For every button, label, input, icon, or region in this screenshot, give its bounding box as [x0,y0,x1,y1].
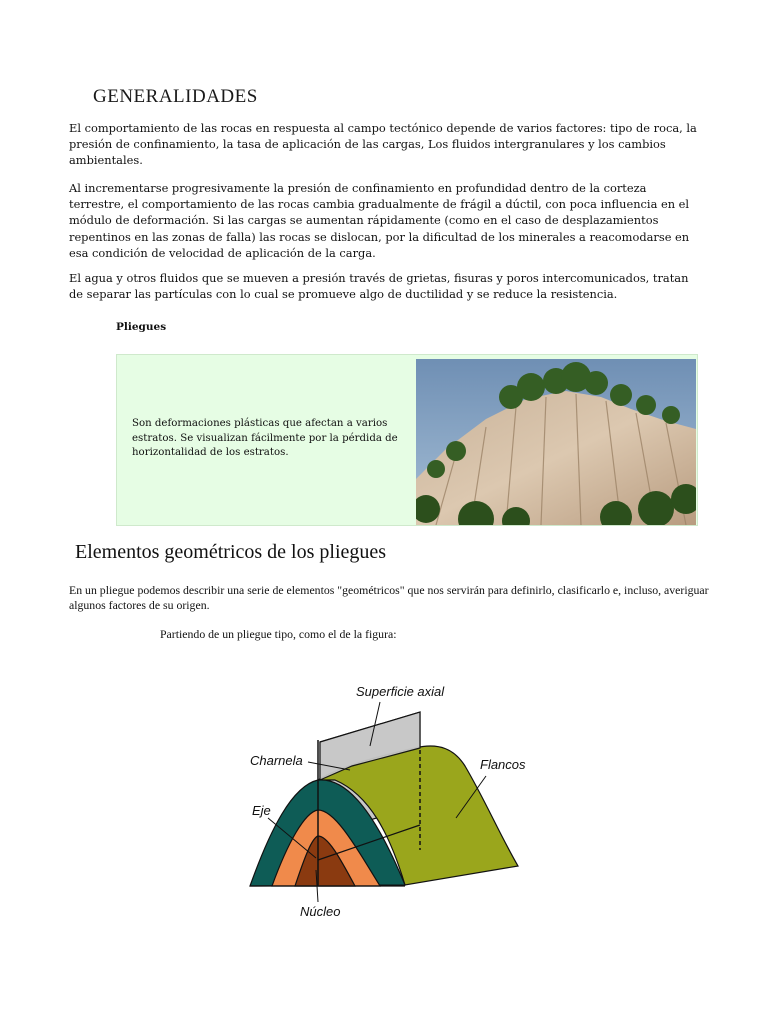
rock-outcrop-photo [416,359,696,525]
intro-paragraph: El comportamiento de las rocas en respuesta al campo tectónico depende de varios factores: tipo de roca, la presión de confinamiento, la tasa de aplicación de las cargas, Los fluidos intergranulares y los cambios ambientales. [69,121,697,168]
label-hinge: Charnela [250,753,303,768]
fluids-paragraph: El agua y otros fluidos que se mueven a presión través de grietas, fisuras y poros intercomunicados, tratan de separar las partículas con lo cual se promueve algo de ductilidad y se reduce la resistencia. [69,271,689,302]
label-axis: Eje [252,803,271,818]
geometry-intro: En un pliegue podemos describir una serie de elementos "geométricos" que nos servirán para definirlo, clasificarlo e, incluso, averiguar algunos factores de su origen. [69,583,709,612]
folds-heading: Pliegues [116,321,167,333]
folds-description: Son deformaciones plásticas que afectan a varios estratos. Se visualizan fácilmente por la pérdida de horizontalidad de los estratos. [132,418,398,458]
fold-diagram [230,670,540,930]
folds-info-box [116,354,698,526]
confinement-paragraph: Al incrementarse progresivamente la presión de confinamiento en profundidad dentro de la corteza terrestre, el comportamiento de las rocas cambia gradualmente de frágil a dúctil, con poca influencia en el módulo de deformación. Si las cargas se aumentan rápidamente (como en el caso de desplazamientos repentinos en las zonas de falla) las rocas se dislocan, por la dificultad de los minerales a reacomodarse en esa condición de velocidad de aplicación de la carga. [69,181,690,260]
label-limbs: Flancos [480,757,526,772]
label-core: Núcleo [300,904,341,919]
figure-intro: Partiendo de un pliegue tipo, como el de la figura: [160,627,397,641]
label-axial-surface: Superficie axial [356,684,445,699]
geometry-heading: Elementos geométricos de los pliegues [75,541,387,563]
page-title: GENERALIDADES [93,86,258,107]
